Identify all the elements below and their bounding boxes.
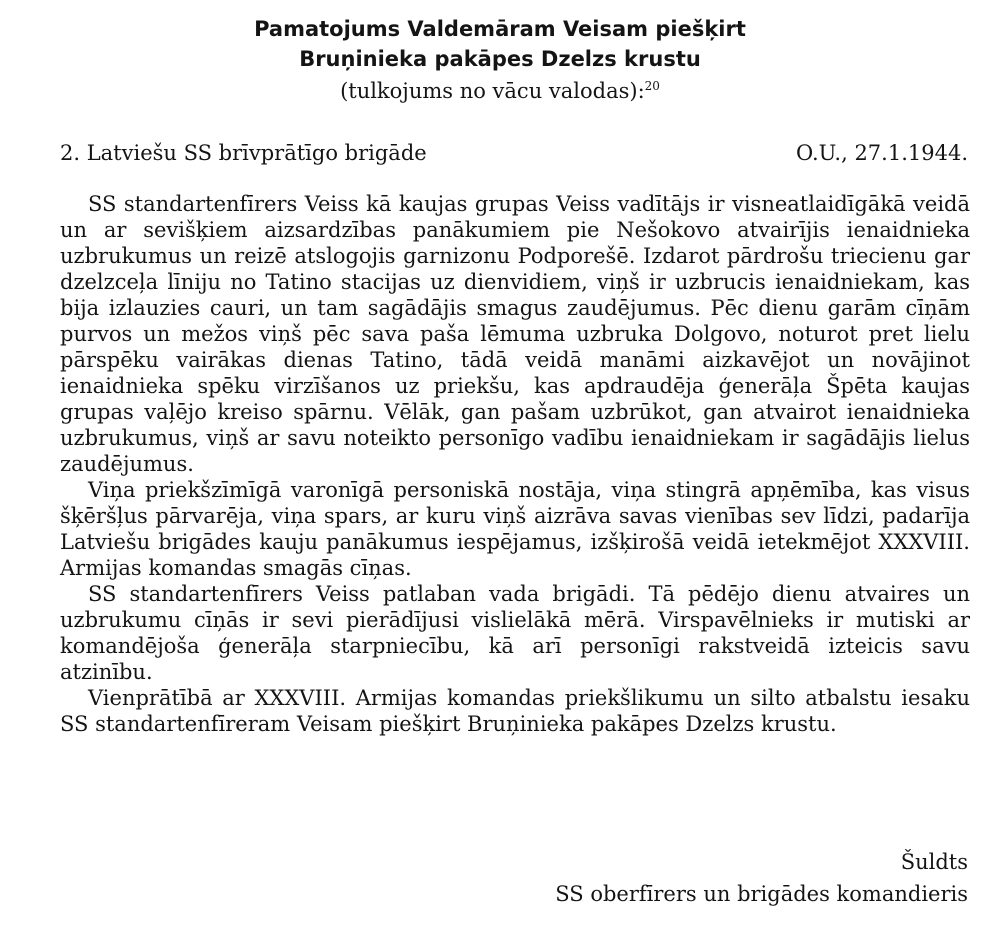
unit-name: 2. Latviešu SS brīvprātīgo brigāde [60,141,427,165]
body-paragraph-3: SS standartenfīrers Veiss patlaban vada brigādi. Tā pēdējo dienu atvaires un uzbrukumu cīņās ir sevi pierādījusi vislielākā mērā. Virspavēlnieks ir mutiski ar komandējoša ģenerāļa starpniecību, kā arī personīgi rakstveidā izteicis savu atzinību. [60,582,970,684]
signature-block [555,846,968,910]
header-row [60,138,968,168]
body-paragraph-4: Vienprātībā ar XXXVIII. Armijas komandas priekšlikumu un silto atbalstu iesaku SS standartenfīreram Veisam piešķirt Bruņinieka pakāpes Dzelzs krustu. [60,686,970,736]
body-paragraph-1: SS standartenfīrers Veiss kā kaujas grupas Veiss vadītājs ir visneatlaidīgākā veidā un ar sevišķiem aizsardzības panākumiem pie Nešokovo atvairījis ienaidnieka uzbrukumus un reizē atslogojis garnizonu Podporešē. Izdarot pārdrošu triecienu gar dzelzceļa līniju no Tatino stacijas uz dienvidiem, viņš ir uzbrucis ienaidniekam, kas bija izlauzies cauri, un tam sagādājis smagus zaudējumus. Pēc dienu garām cīņām purvos un mežos viņš pēc sava paša lēmuma uzbruka Dolgovo, noturot pret lielu pārspēku vairākas dienas Tatino, tādā veidā manāmi aizkavējot un novājinot ienaidnieka spēku virzīšanos uz priekšu, kas apdraudēja ģenerāļa Špēta kaujas grupas vaļējo kreiso spārnu. Vēlāk, gan pašam uzbrūkot, gan atvairot ienaidnieka uzbrukumus, viņš ar savu noteikto personīgo vadību ienaidniekam ir sagādājis lielus zaudējumus. [60,192,970,476]
signature-name: Šuldts [900,850,968,874]
body-paragraph-2: Viņa priekšzīmīgā varonīgā personiskā nostāja, viņa stingrā apņēmība, kas visus šķēršļus pārvarēja, viņa spars, ar kuru viņš aizrāva savas vienības sev līdzi, padarīja Latviešu brigādes kauju panākumus iespējamus, izšķirošā veidā ietekmējot XXXVIII. Armijas komandas smagās cīņas. [60,478,970,580]
place-date: O.U., 27.1.1944. [795,141,968,165]
document-title [180,14,820,74]
title-line-1: Pamatojums Valdemāram Veisam piešķirt [254,17,746,41]
footnote-marker: 20 [644,79,660,93]
document-subtitle [180,76,820,106]
document-body [60,191,970,737]
signature-role: SS oberfīrers un brigādes komandieris [555,882,968,906]
title-line-2: Bruņinieka pakāpes Dzelzs krustu [299,47,701,71]
subtitle-text: (tulkojums no vācu valodas): [340,79,645,103]
